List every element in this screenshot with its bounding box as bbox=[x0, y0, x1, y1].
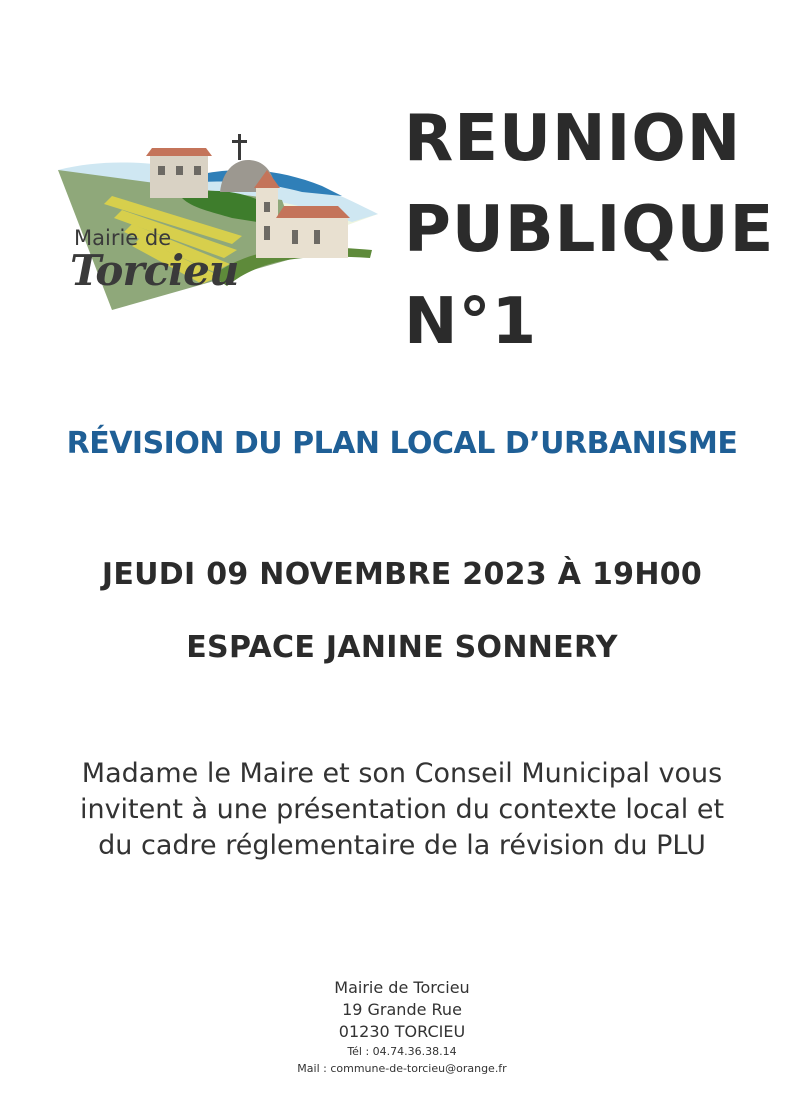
contact-email: Mail : commune-de-torcieu@orange.fr bbox=[297, 1062, 507, 1075]
invitation-line: du cadre réglementaire de la révision du PLU bbox=[98, 830, 706, 861]
contact-phone: Tél : 04.74.36.38.14 bbox=[347, 1045, 457, 1058]
title-line-reunion: REUNION bbox=[404, 102, 742, 176]
mairie-logo bbox=[52, 126, 382, 311]
invitation-line: Madame le Maire et son Conseil Municipal vous bbox=[81, 758, 723, 789]
logo-text-mairie-de: Mairie de bbox=[74, 226, 172, 250]
logo-text-torcieu: Torcieu bbox=[70, 246, 239, 295]
event-datetime: JEUDI 09 NOVEMBRE 2023 À 19H00 bbox=[101, 557, 703, 592]
contact-name: Mairie de Torcieu bbox=[334, 978, 470, 997]
contact-block bbox=[0, 977, 804, 1077]
invitation-line: invitent à une présentation du contexte local et bbox=[79, 794, 725, 825]
event-venue: ESPACE JANINE SONNERY bbox=[186, 630, 618, 665]
contact-city: 01230 TORCIEU bbox=[338, 1022, 466, 1041]
title-line-number: N°1 bbox=[404, 285, 538, 359]
plu-revision-subtitle: RÉVISION DU PLAN LOCAL D’URBANISME bbox=[66, 426, 738, 461]
title-line-publique: PUBLIQUE bbox=[404, 193, 775, 267]
invitation-paragraph bbox=[0, 756, 804, 864]
contact-street: 19 Grande Rue bbox=[342, 1000, 462, 1019]
